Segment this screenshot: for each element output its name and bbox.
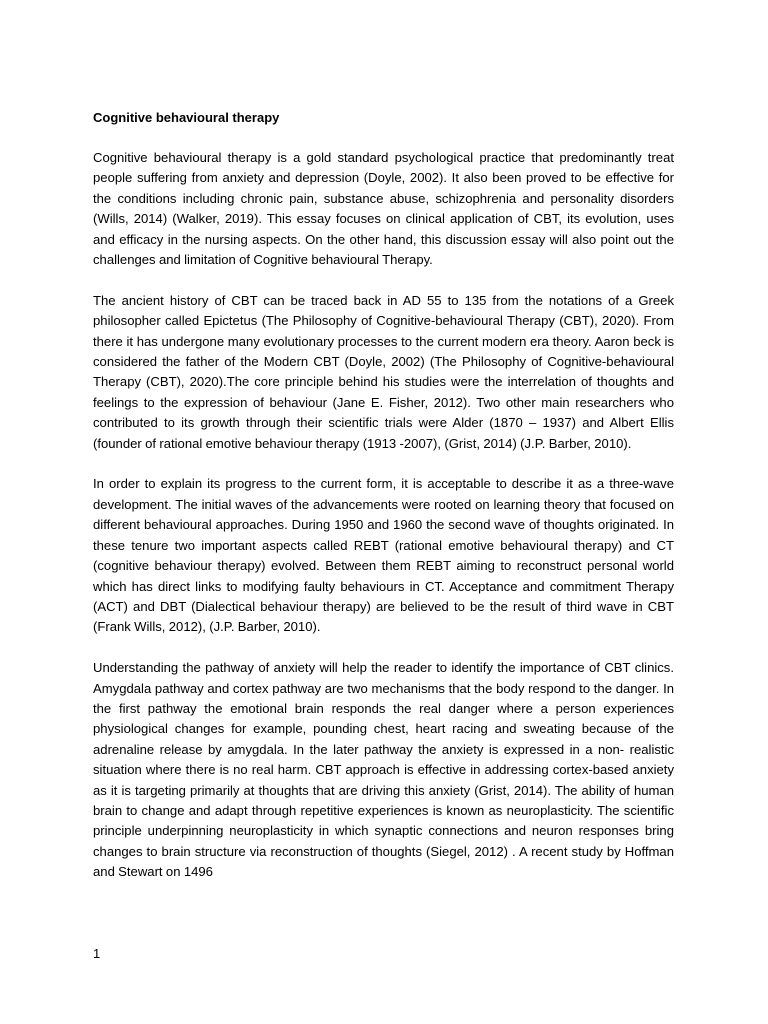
- document-body: [93, 108, 674, 903]
- document-title: Cognitive behavioural therapy: [93, 110, 280, 125]
- paragraph-three-wave: In order to explain its progress to the current form, it is acceptable to describe it as a three-wave development. The initial waves of the advancements were rooted on learning theory that focused on different behavioural approaches. During 1950 and 1960 the second wave of thoughts originated. In these tenure two important aspects called REBT (rational emotive behavioural therapy) and CT (cognitive behaviour therapy) evolved. Between them REBT aiming to reconstruct personal world which has direct links to modifying faulty behaviours in CT. Acceptance and commitment Therapy (ACT) and DBT (Dialectical behaviour therapy) are believed to be the result of third wave in CBT (Frank Wills, 2012), (J.P. Barber, 2010).: [93, 476, 674, 635]
- page-number: 1: [93, 946, 101, 961]
- paragraph-anxiety-pathway: Understanding the pathway of anxiety will help the reader to identify the importance of CBT clinics. Amygdala pathway and cortex pathway are two mechanisms that the body respond to the danger. In the first pathway the emotional brain responds the real danger where a person experiences physiological changes for example, pounding chest, heart racing and sweating because of the adrenaline release by amygdala. In the later pathway the anxiety is expressed in a non- realistic situation where there is no real harm. CBT approach is effective in addressing cortex-based anxiety as it is targeting primarily at thoughts that are driving this anxiety (Grist, 2014). The ability of human brain to change and adapt through repetitive experiences is known as neuroplasticity. The scientific principle underpinning neuroplasticity in which synaptic connections and neuron responses bring changes to brain structure via reconstruction of thoughts (Siegel, 2012) . A recent study by Hoffman and Stewart on 1496: [93, 660, 674, 880]
- paragraph-history: The ancient history of CBT can be traced back in AD 55 to 135 from the notations of a Greek philosopher called Epictetus (The Philosophy of Cognitive-behavioural Therapy (CBT), 2020). From there it has undergone many evolutionary processes to the current modern era theory. Aaron beck is considered the father of the Modern CBT (Doyle, 2002) (The Philosophy of Cognitive-behavioural Therapy (CBT), 2020).The core principle behind his studies were the interrelation of thoughts and feelings to the expression of behaviour (Jane E. Fisher, 2012). Two other main researchers who contributed to its growth through their scientific trials were Alder (1870 – 1937) and Albert Ellis (founder of rational emotive behaviour therapy (1913 -2007), (Grist, 2014) (J.P. Barber, 2010).: [93, 292, 674, 451]
- paragraph-introduction: Cognitive behavioural therapy is a gold standard psychological practice that predominantly treat people suffering from anxiety and depression (Doyle, 2002). It also been proved to be effective for the conditions including chronic pain, substance abuse, schizophrenia and personality disorders (Wills, 2014) (Walker, 2019). This essay focuses on clinical application of CBT, its evolution, uses and efficacy in the nursing aspects. On the other hand, this discussion essay will also point out the challenges and limitation of Cognitive behavioural Therapy.: [93, 150, 674, 268]
